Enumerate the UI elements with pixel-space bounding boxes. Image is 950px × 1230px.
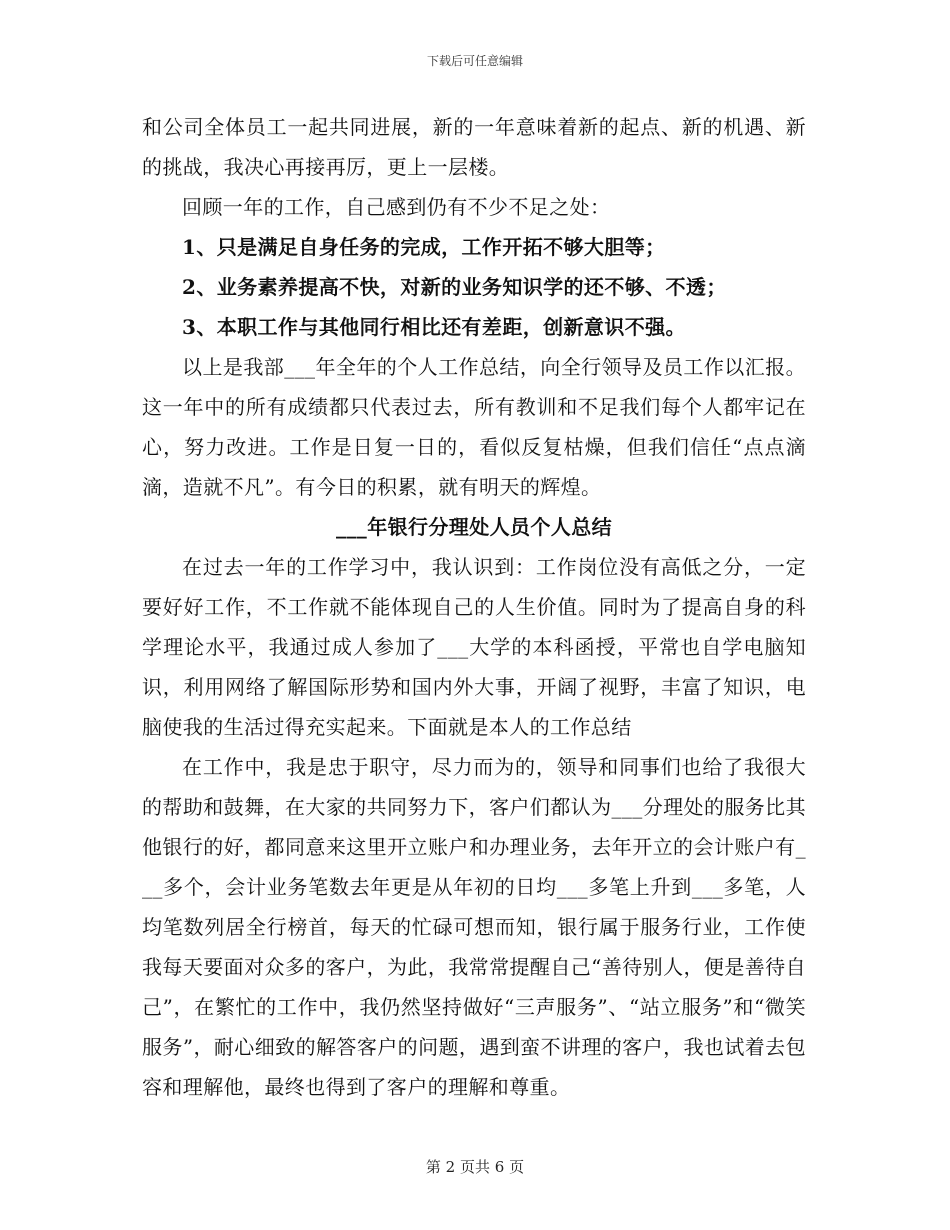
list-item-shortcoming-1: 1、只是满足自身任务的完成，工作开拓不够大胆等； <box>182 235 666 259</box>
paragraph-review: 回顾一年的工作，自己感到仍有不少不足之处： <box>182 195 611 219</box>
paragraph-intro-continuation: 和公司全体员工一起共同进展，新的一年意味着新的起点、新的机遇、新的挑战，我决心再接再厉，更上一层楼。 <box>142 115 806 179</box>
paragraph-study: 在过去一年的工作学习中，我认识到：工作岗位没有高低之分，一定要好好工作，不工作就不能体现自己的人生价值。同时为了提高自身的科学理论水平，我通过成人参加了___大学的本科函授，平常也自学电脑知识，利用网络了解国际形势和国内外大事，开阔了视野，丰富了知识，电脑使我的生活过得充实起来。下面就是本人的工作总结 <box>142 555 806 739</box>
page-footer: 第 2 页共 6 页 <box>425 1158 525 1176</box>
list-item-shortcoming-3: 3、本职工作与其他同行相比还有差距，创新意识不强。 <box>182 315 686 339</box>
page-header: 下载后可任意编辑 <box>426 54 523 68</box>
paragraph-work: 在工作中，我是忠于职守，尽力而为的，领导和同事们也给了我很大的帮助和鼓舞，在大家的共同努力下，客户们都认为___分理处的服务比其他银行的好，都同意来这里开立账户和办理业务，去年开立的会计账户有___多个，会计业务笔数去年更是从年初的日均___多笔上升到___多笔，人均笔数列居全行榜首，每天的忙碌可想而知，银行属于服务行业，工作使我每天要面对众多的客户，为此，我常常提醒自己“善待别人，便是善待自己”，在繁忙的工作中，我仍然坚持做好“三声服务”、“站立服务”和“微笑服务”，耐心细致的解答客户的问题，遇到蛮不讲理的客户，我也试着去包容和理解他，最终也得到了客户的理解和尊重。 <box>142 755 806 1099</box>
section-title: ___年银行分理处人员个人总结 <box>336 515 612 539</box>
list-item-shortcoming-2: 2、业务素养提高不快，对新的业务知识学的还不够、不透； <box>182 275 727 299</box>
paragraph-summary: 以上是我部___年全年的个人工作总结，向全行领导及员工作以汇报。这一年中的所有成绩都只代表过去，所有教训和不足我们每个人都牢记在心，努力改进。工作是日复一日的，看似反复枯燥，但我们信任“点点滴滴，造就不凡”。有今日的积累，就有明天的辉煌。 <box>142 355 806 499</box>
document-body <box>142 107 806 1107</box>
